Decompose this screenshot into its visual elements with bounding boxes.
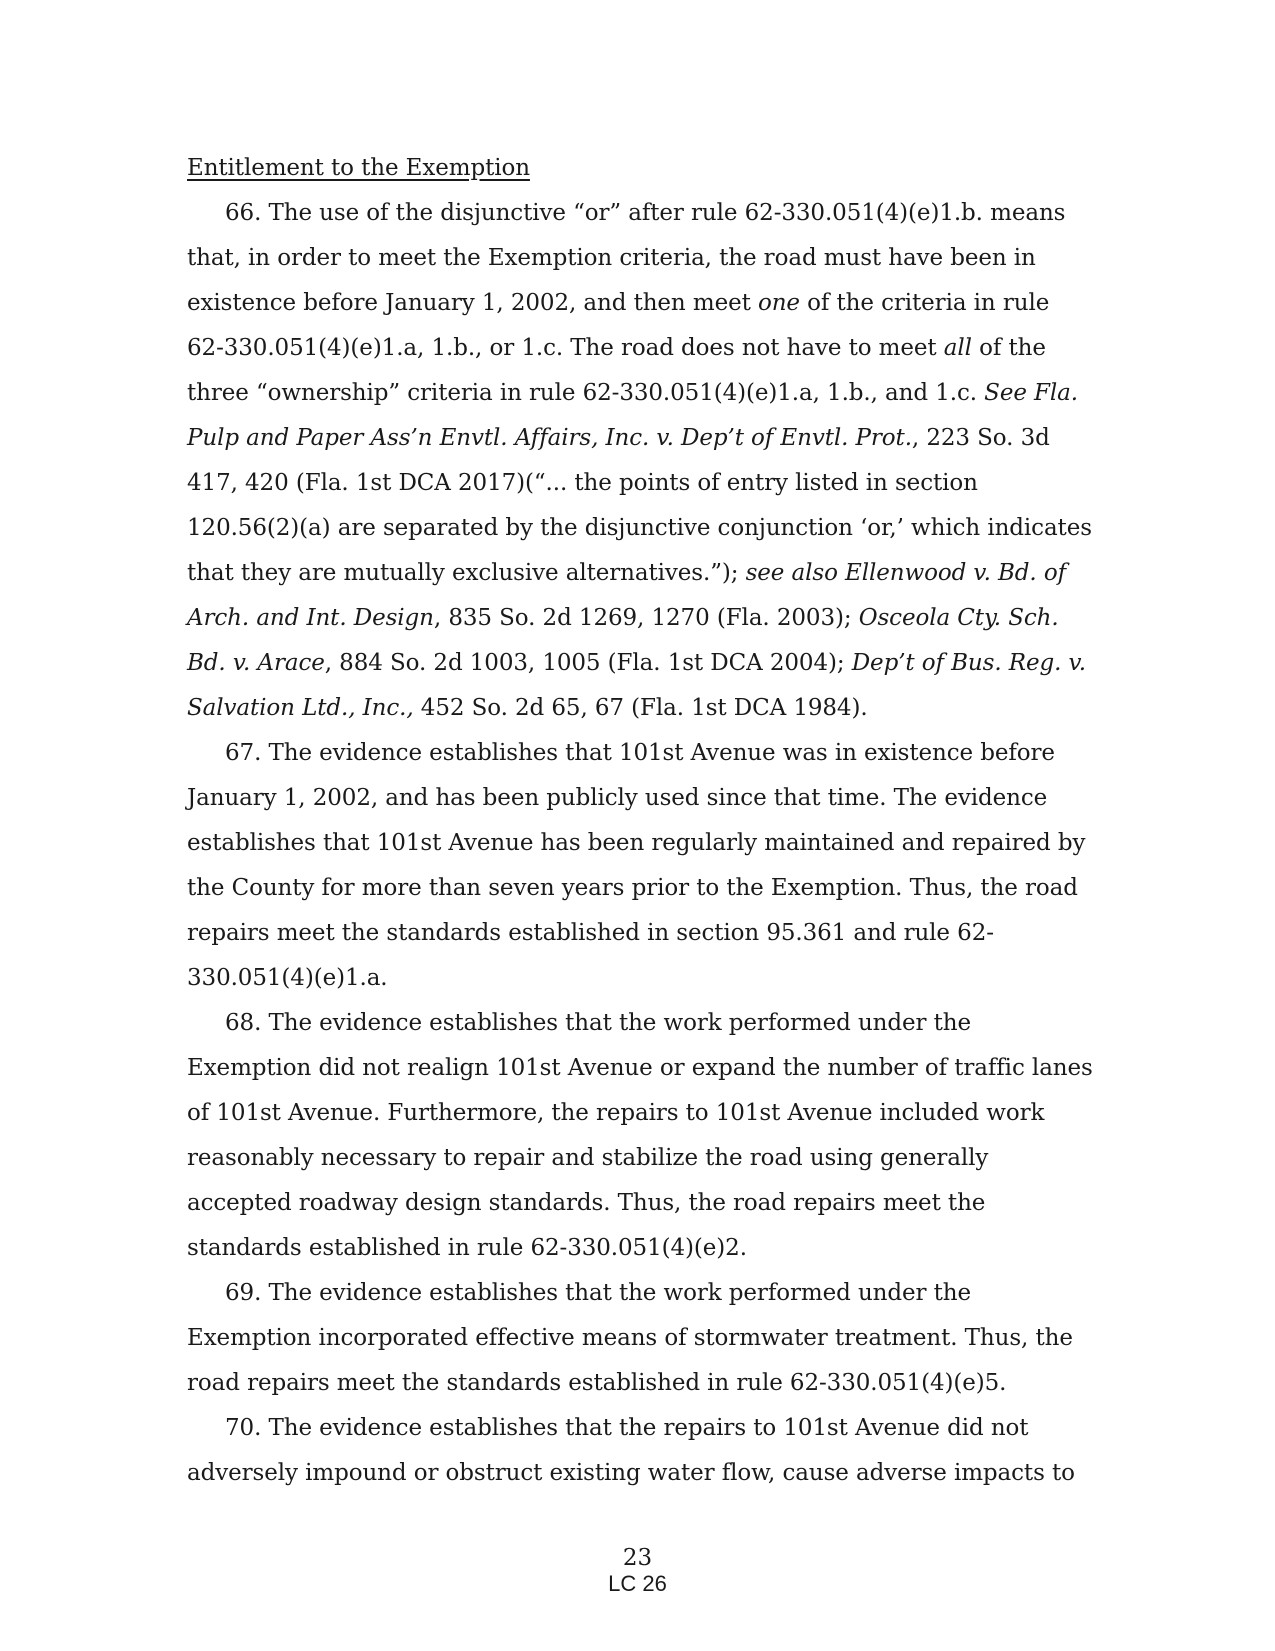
text-run: 67. The evidence establishes that 101st Avenue was in existence before January 1, 2002, and has been publicly used since that time. The evidence establishes that 101st Avenue has been regularly maintained and repaired by the County for more than seven years prior to the Exemption. Thus, the road repairs meet the standards established in section 95.361 and rule 62-330.051(4)(e)1.a. — [187, 740, 1086, 991]
italic-text: See Fla. Pulp and Paper Ass’n Envtl. Affairs, Inc. v. Dep’t of Envtl. Prot. — [187, 380, 1078, 451]
text-run: 70. The evidence establishes that the repairs to 101st Avenue did not adversely impound or obstruct existing water flow, cause adverse impacts to — [187, 1415, 1075, 1486]
italic-text: Osceola Cty. Sch. Bd. v. Arace — [187, 605, 1059, 676]
section-heading: Entitlement to the Exemption — [187, 155, 530, 181]
text-run: of the three “ownership” criteria in rule 62-330.051(4)(e)1.a, 1.b., and 1.c. — [187, 335, 1046, 406]
paragraph-p69 — [187, 1271, 1093, 1406]
lc-number: LC 26 — [608, 1571, 667, 1596]
paragraph-p70 — [187, 1406, 1093, 1496]
italic-text: see also Ellenwood v. Bd. of Arch. and Int. Design — [187, 560, 1066, 631]
italic-text: Dep’t of Bus. Reg. v. Salvation Ltd., Inc., — [187, 650, 1086, 721]
text-run: 452 So. 2d 65, 67 (Fla. 1st DCA 1984). — [413, 695, 868, 721]
paragraph-p67 — [187, 731, 1093, 1001]
italic-text: one — [757, 290, 800, 316]
document-body — [187, 146, 1093, 1496]
paragraph-p68 — [187, 1001, 1093, 1271]
text-run: 68. The evidence establishes that the work performed under the Exemption did not realign 101st Avenue or expand the number of traffic lanes of 101st Avenue. Furthermore, the repairs to 101st Avenue included work reasonably necessary to repair and stabilize the road using generally accepted roadway design standards. Thus, the road repairs meet the standards established in rule 62-330.051(4)(e)2. — [187, 1010, 1093, 1261]
text-run: , 223 So. 3d 417, 420 (Fla. 1st DCA 2017)(“... the points of entry listed in section 120.56(2)(a) are separated by the disjunctive conjunction ‘or,’ which indicates that they are mutually exclusive alternatives.”); — [187, 425, 1092, 586]
text-run: 69. The evidence establishes that the work performed under the Exemption incorporated effective means of stormwater treatment. Thus, the road repairs meet the standards established in rule 62-330.051(4)(e)5. — [187, 1280, 1073, 1396]
italic-text: all — [943, 335, 972, 361]
page-number: 23 — [622, 1545, 653, 1571]
paragraph-p66 — [187, 191, 1093, 731]
paragraph-list — [187, 191, 1093, 1496]
text-run: , 884 So. 2d 1003, 1005 (Fla. 1st DCA 2004); — [324, 650, 852, 676]
text-run: , 835 So. 2d 1269, 1270 (Fla. 2003); — [433, 605, 859, 631]
text-run: 66. The use of the disjunctive “or” after rule 62-330.051(4)(e)1.b. means that, in order to meet the Exemption criteria, the road must have been in existence before January 1, 2002, and then meet — [187, 200, 1066, 316]
text-run: of the criteria in rule 62-330.051(4)(e)1.a, 1.b., or 1.c. The road does not have to meet — [187, 290, 1050, 361]
